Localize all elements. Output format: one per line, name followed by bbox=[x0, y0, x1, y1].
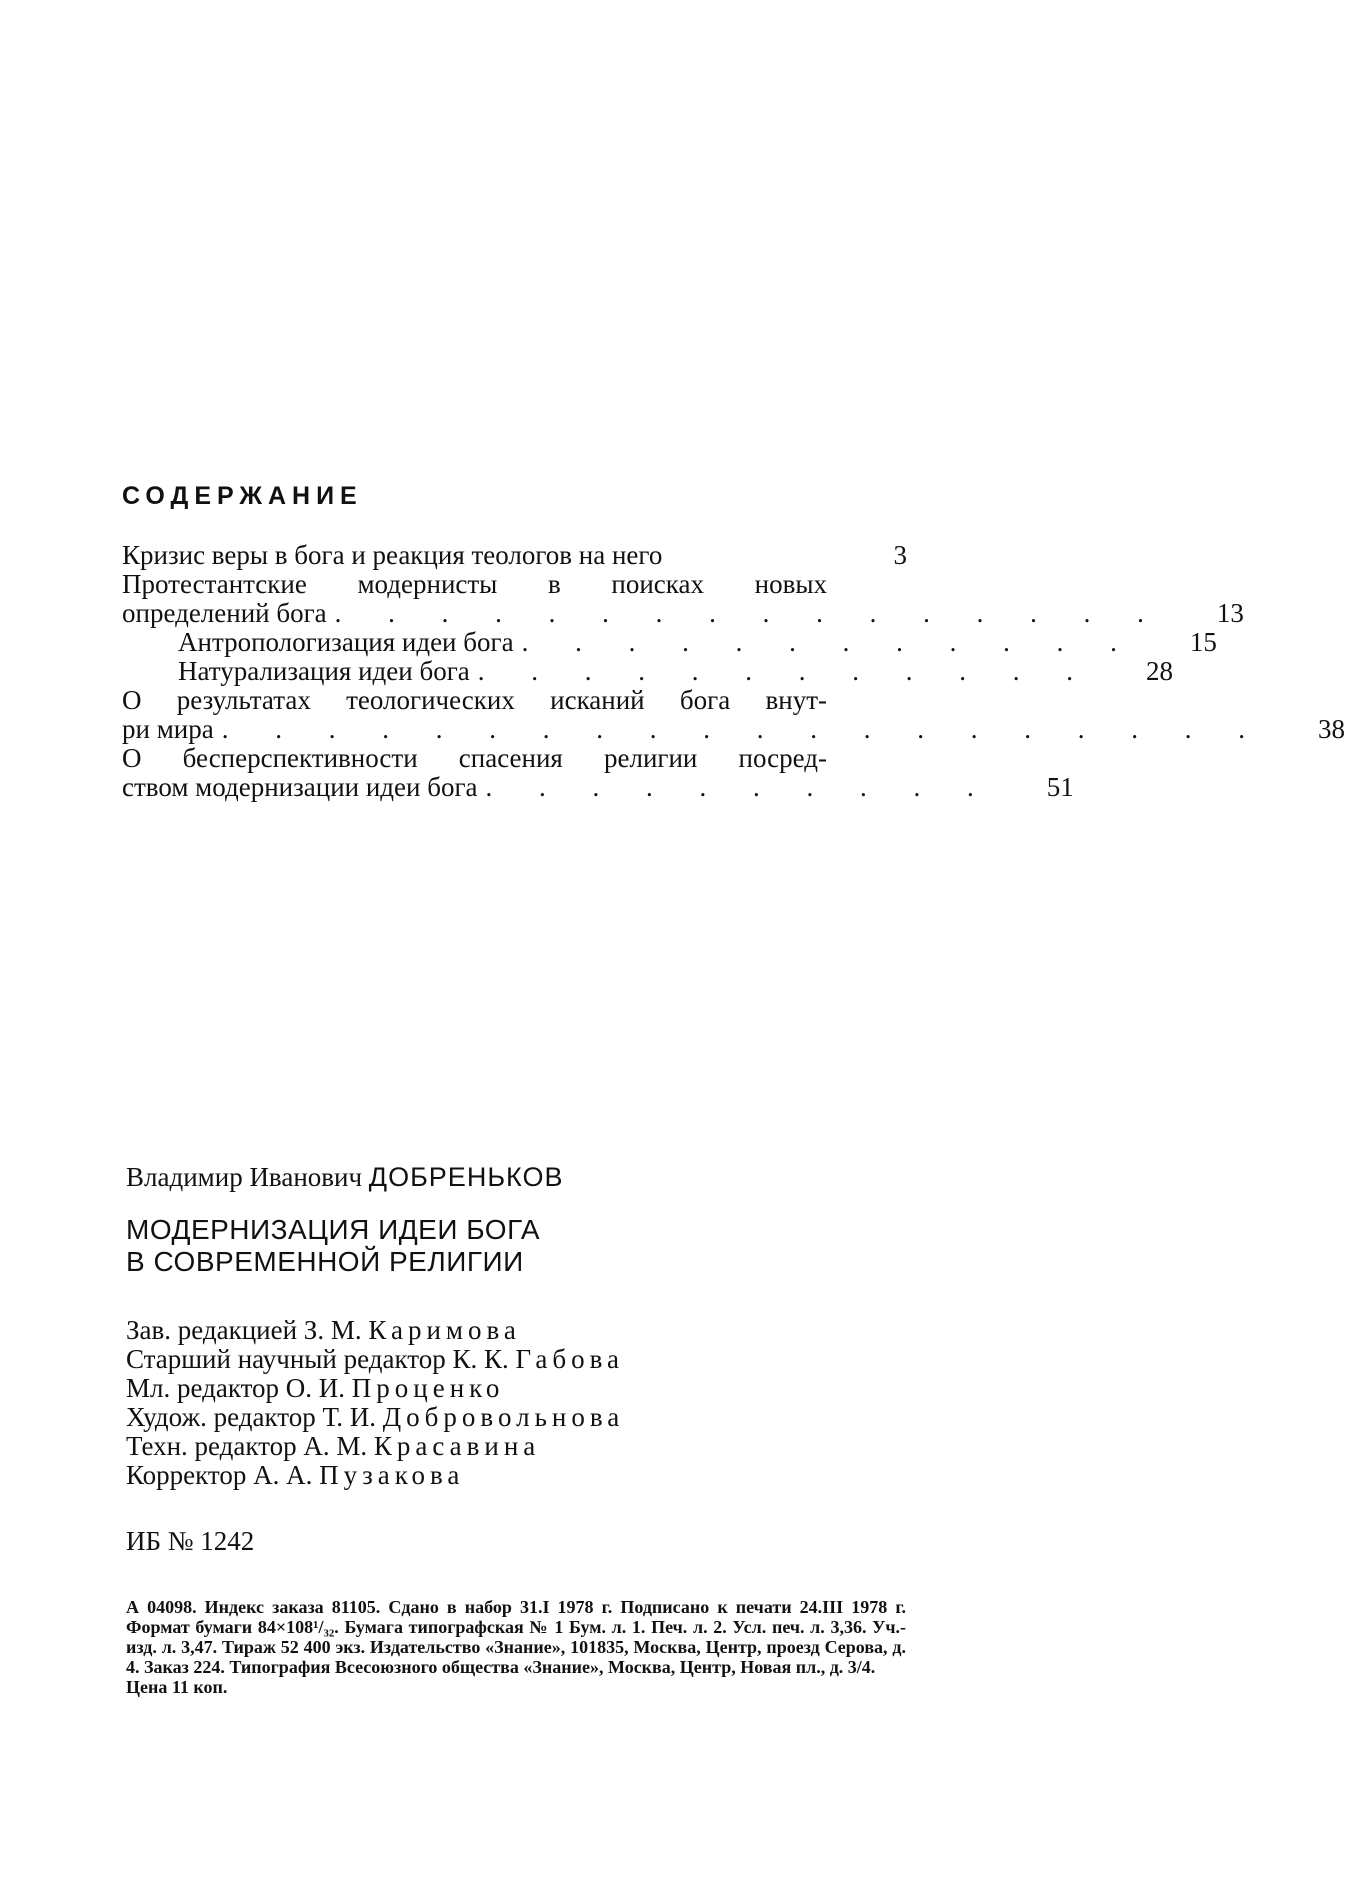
toc-heading: СОДЕРЖАНИЕ bbox=[122, 482, 363, 510]
toc-entry-title: О бесперспективности спасения религии посред- bbox=[122, 743, 827, 773]
toc-leader: . . . . . . . . . . . . . . . . bbox=[334, 598, 1164, 628]
colophon: А 04098. Индекс заказа 81105. Сдано в набор 31.I 1978 г. Подписано к печати 24.III 1978 г. Формат бумаги 84×108¹/₃₂. Бумага типографская № 1 Бум. л. 1. Печ. л. 2. Усл. печ. л. 3,36. Уч.-изд. л. 3,47. Тираж 52 400 экз. Издательство «Знание», 101835, Москва, Центр, проезд Серова, д. 4. Заказ 224. Типография Всесоюзного общества «Знание», Москва, Центр, Новая пл., д. 3/4. bbox=[126, 1597, 906, 1677]
toc-entry bbox=[122, 772, 1074, 802]
toc-entry-title: Протестантские модернисты в поисках новых bbox=[122, 569, 827, 599]
toc-entry-title: ством модернизации идеи бога bbox=[122, 772, 478, 802]
book-title bbox=[126, 1214, 926, 1278]
toc-entry-title: определений бога bbox=[122, 598, 327, 628]
staff-row bbox=[126, 1345, 926, 1374]
toc-entry-title: ри мира bbox=[122, 714, 214, 744]
toc-entry-page: 3 bbox=[893, 540, 907, 570]
staff-role: Зав. редакцией З. М. bbox=[126, 1315, 362, 1345]
staff-row bbox=[126, 1432, 926, 1461]
toc-entry-title: Кризис веры в бога и реакция теологов на него bbox=[122, 540, 663, 570]
staff-role: Худож. редактор Т. И. bbox=[126, 1402, 376, 1432]
toc-leader: . . . . . . . . . . . . bbox=[477, 656, 1094, 686]
book-title-line: МОДЕРНИЗАЦИЯ ИДЕИ БОГА bbox=[126, 1214, 541, 1245]
book-title-line: В СОВРЕМЕННОЙ РЕЛИГИИ bbox=[126, 1246, 524, 1277]
toc-entry-page: 15 bbox=[1189, 627, 1217, 657]
staff-name: Габова bbox=[515, 1344, 625, 1374]
staff-name: Красавина bbox=[373, 1431, 541, 1461]
toc-entry-page: 13 bbox=[1216, 598, 1244, 628]
toc-entry bbox=[122, 541, 907, 570]
staff-row bbox=[126, 1374, 926, 1403]
toc-entry bbox=[122, 570, 907, 599]
toc-leader: . . . . . . . . . . . . . . . . . . . . bbox=[221, 714, 1265, 744]
table-of-contents bbox=[122, 540, 1345, 802]
price: Цена 11 коп. bbox=[126, 1677, 228, 1697]
toc-entry bbox=[122, 656, 1174, 686]
toc-entry bbox=[122, 598, 1244, 628]
staff-role: Мл. редактор О. И. bbox=[126, 1373, 346, 1403]
staff-role: Старший научный редактор К. К. bbox=[126, 1344, 509, 1374]
staff-name: Добровольнова bbox=[382, 1402, 625, 1432]
staff-row bbox=[126, 1403, 926, 1432]
toc-leader: . . . . . . . . . . bbox=[485, 772, 994, 802]
editorial-staff bbox=[126, 1316, 926, 1490]
toc-entry-title: О результатах теологических исканий бога внут- bbox=[122, 685, 827, 715]
toc-entry bbox=[122, 714, 1345, 744]
toc-entry bbox=[122, 744, 907, 773]
staff-row bbox=[126, 1461, 926, 1490]
toc-entry bbox=[122, 686, 907, 715]
staff-name: Каримова bbox=[368, 1315, 521, 1345]
toc-entry-page: 51 bbox=[1046, 772, 1074, 802]
author-surname: ДОБРЕНЬКОВ bbox=[368, 1162, 564, 1192]
staff-name: Пузакова bbox=[319, 1460, 465, 1490]
ib-number: ИБ № 1242 bbox=[126, 1526, 255, 1556]
toc-entry-page: 38 bbox=[1317, 714, 1345, 744]
author-name bbox=[126, 1160, 926, 1194]
staff-name: Проценко bbox=[351, 1373, 505, 1403]
toc-entry-title: Натурализация идеи бога bbox=[178, 656, 470, 686]
staff-role: Техн. редактор А. М. bbox=[126, 1431, 368, 1461]
staff-row bbox=[126, 1316, 926, 1345]
toc-entry-title: Антропологизация идеи бога bbox=[178, 627, 514, 657]
toc-entry bbox=[122, 627, 1217, 657]
toc-leader: . . . . . . . . . . . . bbox=[521, 627, 1137, 657]
author-given-names: Владимир Иванович bbox=[126, 1162, 363, 1192]
imprint bbox=[126, 1160, 926, 1697]
toc-entry-page: 28 bbox=[1146, 656, 1174, 686]
staff-role: Корректор А. А. bbox=[126, 1460, 313, 1490]
